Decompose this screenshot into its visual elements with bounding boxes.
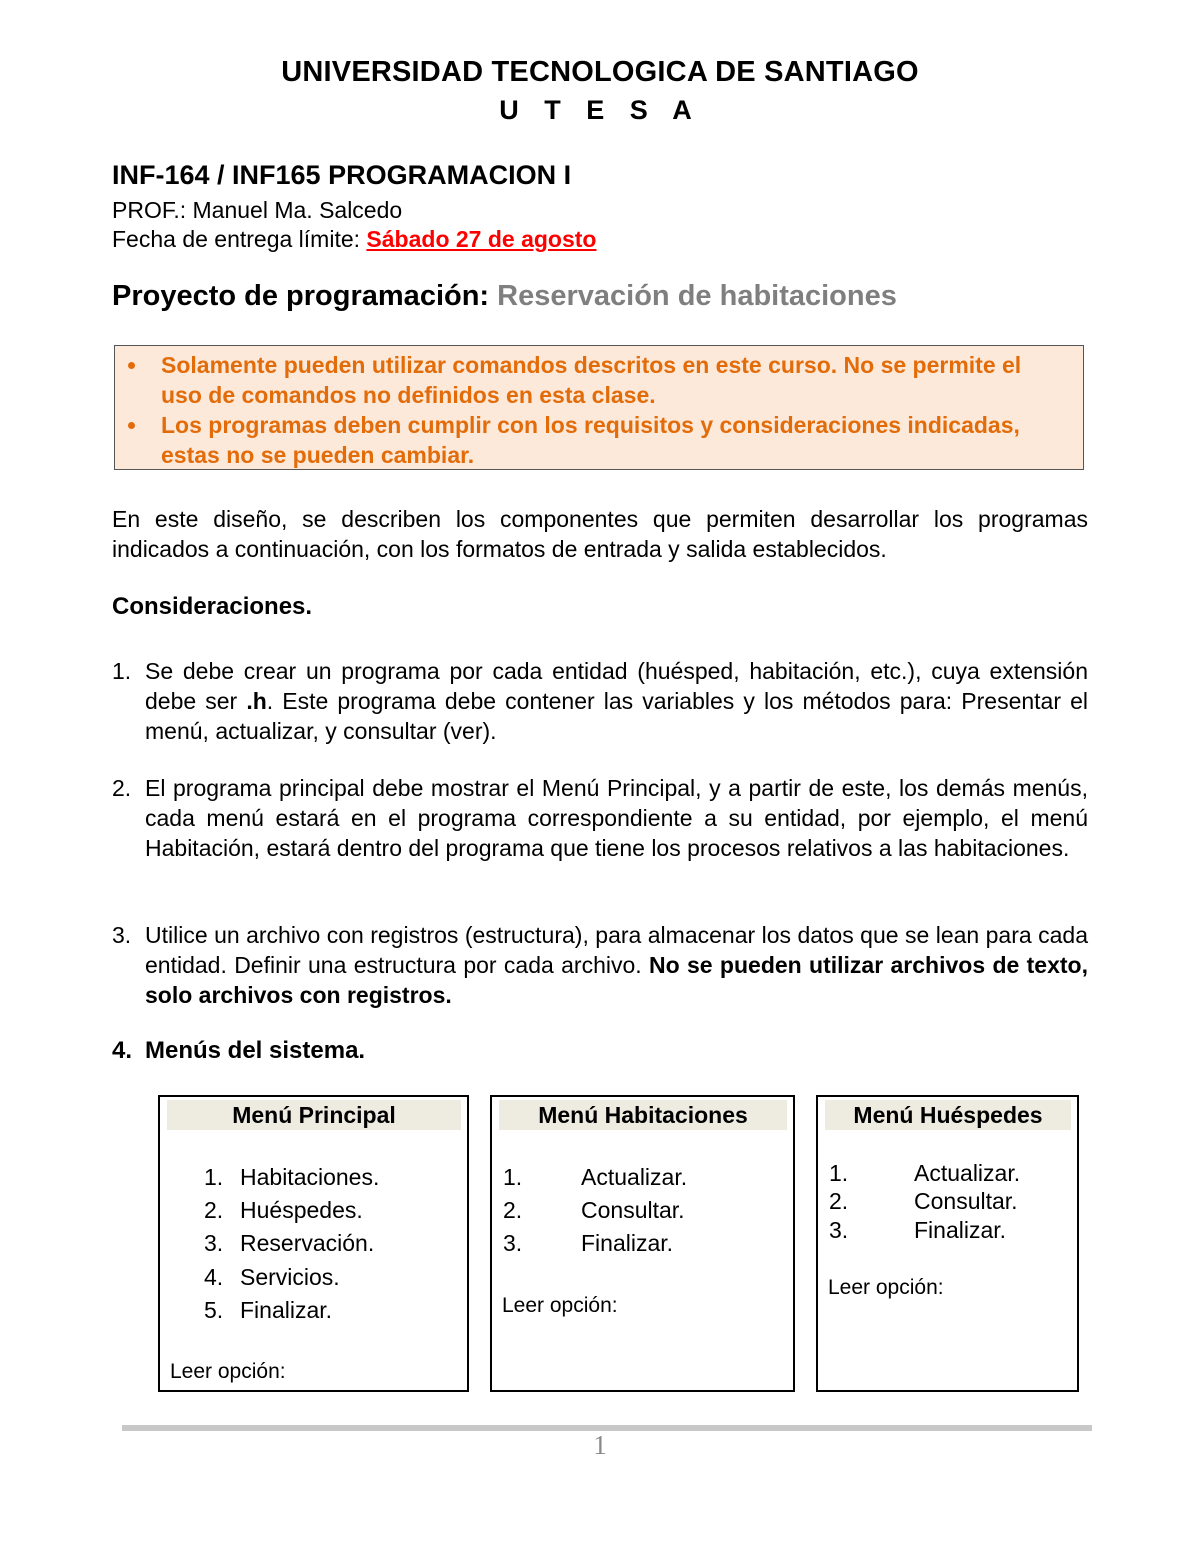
menu-habitaciones-box (490, 1095, 795, 1392)
list-item (112, 656, 1088, 746)
menu-option: Actualizar. (914, 1160, 1021, 1186)
menus-heading: Menús del sistema. (145, 1037, 366, 1064)
list-text: El programa principal debe mostrar el Menú Principal, y a partir de este, los demás menús, cada menú estará en el programa correspondiente a su entidad, por ejemplo, el menú Habitación, estará dentro del programa que tiene los procesos relativos a las habitaciones. (145, 775, 1088, 861)
menu-option: Actualizar. (581, 1164, 688, 1190)
university-acronym: U T E S A (499, 95, 701, 125)
menu-number: 2. (829, 1188, 849, 1214)
deadline-label: Fecha de entrega límite: (112, 226, 361, 252)
notice-item: Solamente pueden utilizar comandos descritos en este curso. No se permite el uso de comandos no definidos en esta clase. (161, 350, 1061, 410)
menu-number: 1. (204, 1164, 224, 1190)
menu-number: 5. (204, 1297, 224, 1323)
notice-box (114, 345, 1084, 470)
bullet-icon (128, 362, 135, 369)
professor-line: PROF.: Manuel Ma. Salcedo (112, 197, 403, 223)
menu-prompt: Leer opción: (828, 1276, 944, 1299)
menu-prompt: Leer opción: (502, 1294, 618, 1317)
menu-prompt: Leer opción: (170, 1360, 286, 1383)
menu-option: Consultar. (914, 1188, 1018, 1214)
menu-number: 2. (503, 1197, 523, 1223)
menu-huespedes-box (816, 1095, 1079, 1392)
list-number: 1. (112, 658, 132, 684)
intro-paragraph: En este diseño, se describen los componentes que permiten desarrollar los programas indicados a continuación, con los formatos de entrada y salida establecidos. (112, 506, 1088, 562)
menu-option: Huéspedes. (240, 1197, 363, 1223)
notice-item: Los programas deben cumplir con los requisitos y consideraciones indicadas, estas no se pueden cambiar. (161, 410, 1061, 470)
menu-option: Finalizar. (240, 1297, 333, 1323)
menu-option: Habitaciones. (240, 1164, 380, 1190)
menu-option: Finalizar. (581, 1230, 674, 1256)
page-number: 1 (593, 1430, 607, 1460)
menu-number: 1. (503, 1164, 523, 1190)
course-title: INF-164 / INF165 PROGRAMACION I (112, 160, 572, 190)
list-number: 3. (112, 922, 132, 948)
project-title (112, 280, 897, 313)
menu-number: 2. (204, 1197, 224, 1223)
list-number: 2. (112, 775, 132, 801)
list-item (112, 920, 1088, 1010)
deadline-value: Sábado 27 de agosto (366, 226, 597, 252)
bullet-icon (128, 422, 135, 429)
menu-option: Servicios. (240, 1264, 340, 1290)
university-title: UNIVERSIDAD TECNOLOGICA DE SANTIAGO (281, 56, 919, 88)
menu-option: Consultar. (581, 1197, 685, 1223)
project-name: Reservación de habitaciones (497, 280, 897, 312)
menu-title: Menú Huéspedes (825, 1100, 1071, 1130)
menu-number: 3. (503, 1230, 523, 1256)
list-item (112, 773, 1088, 863)
menu-number: 4. (204, 1264, 224, 1290)
menu-number: 3. (204, 1230, 224, 1256)
considerations-heading: Consideraciones. (112, 593, 313, 620)
menu-option: Finalizar. (914, 1217, 1007, 1243)
list-text: Utilice un archivo con registros (estructura), para almacenar los datos que se lean para cada entidad. Definir una estructura por cada archivo. No se pueden utilizar archivos de texto, solo archivos con registros. (145, 922, 1088, 1008)
list-item (112, 1036, 1088, 1066)
project-label: Proyecto de programación: (112, 280, 490, 312)
menu-option: Reservación. (240, 1230, 375, 1256)
list-number: 4. (112, 1037, 133, 1064)
deadline-line (112, 226, 596, 253)
menu-title: Menú Principal (167, 1100, 461, 1130)
menu-title: Menú Habitaciones (499, 1100, 787, 1130)
menu-number: 3. (829, 1217, 849, 1243)
menu-principal-box (158, 1095, 469, 1392)
list-text: Se debe crear un programa por cada entidad (huésped, habitación, etc.), cuya extensión debe ser .h. Este programa debe contener las variables y los métodos para: Presentar el menú, actualizar, y consultar (ver). (145, 658, 1088, 744)
menu-number: 1. (829, 1160, 849, 1186)
